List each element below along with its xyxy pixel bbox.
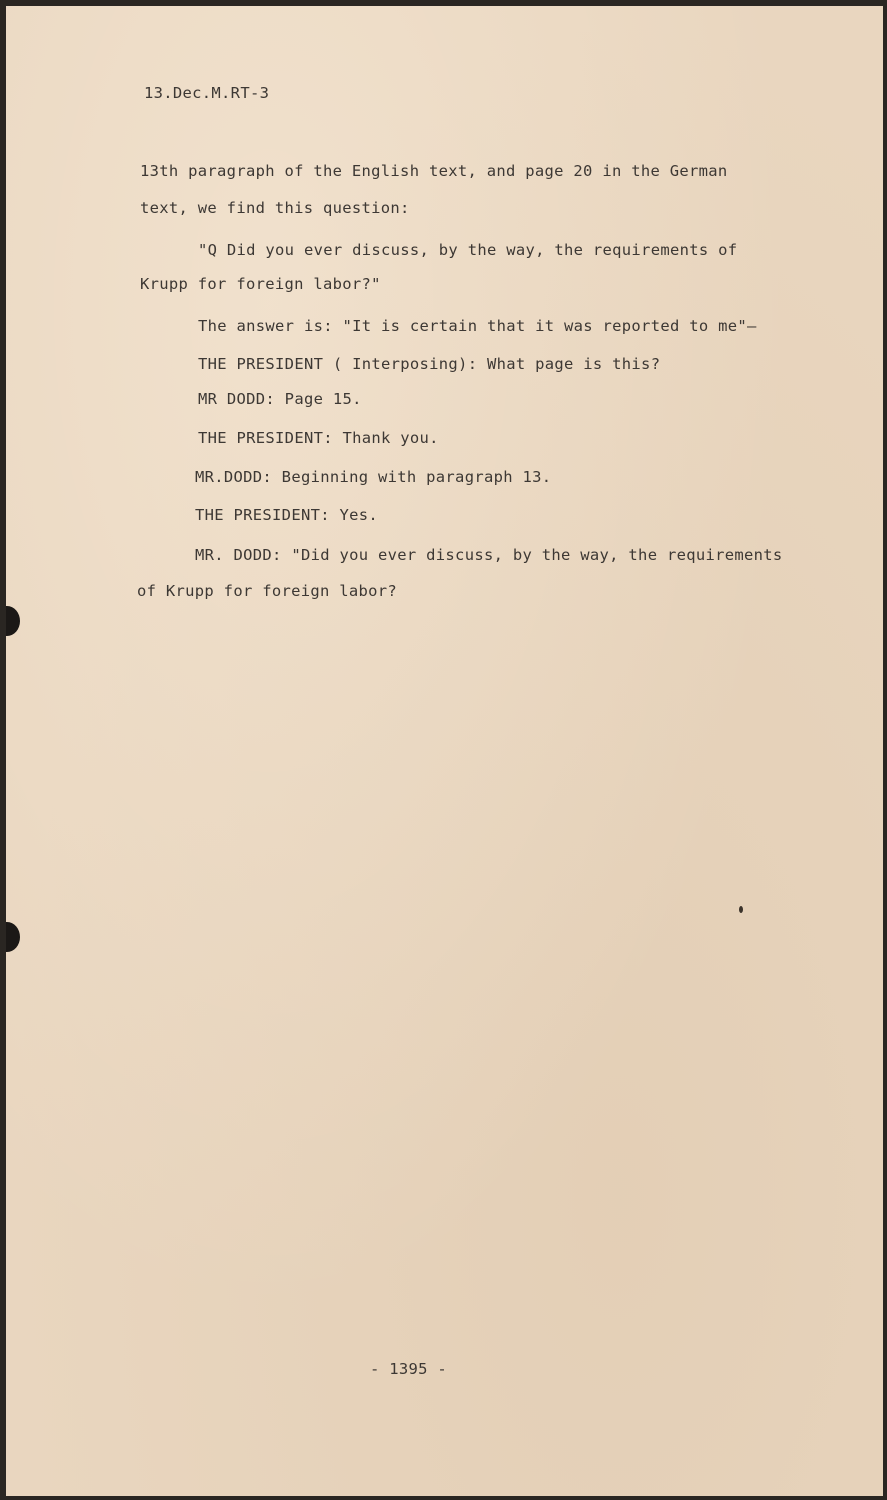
punch-hole — [6, 922, 20, 952]
punch-hole — [6, 606, 20, 636]
text-line: MR.DODD: Beginning with paragraph 13. — [195, 468, 552, 486]
text-line: of Krupp for foreign labor? — [137, 582, 398, 600]
page-header: 13.Dec.M.RT-3 — [144, 84, 270, 102]
text-line: The answer is: "It is certain that it was reported to me"— — [198, 317, 757, 335]
text-line: 13th paragraph of the English text, and page 20 in the German — [140, 162, 728, 180]
text-line: THE PRESIDENT: Thank you. — [198, 429, 439, 447]
text-line: MR DODD: Page 15. — [198, 390, 362, 408]
text-line: text, we find this question: — [140, 199, 410, 217]
text-line: THE PRESIDENT ( Interposing): What page is this? — [198, 355, 661, 373]
paper-speck — [739, 906, 743, 913]
text-line: THE PRESIDENT: Yes. — [195, 506, 379, 524]
page-number: - 1395 - — [370, 1360, 448, 1378]
text-line: "Q Did you ever discuss, by the way, the requirements of — [198, 241, 738, 259]
text-line: Krupp for foreign labor?" — [140, 275, 381, 293]
text-line: MR. DODD: "Did you ever discuss, by the way, the requirements — [195, 546, 783, 564]
document-page — [6, 6, 883, 1496]
